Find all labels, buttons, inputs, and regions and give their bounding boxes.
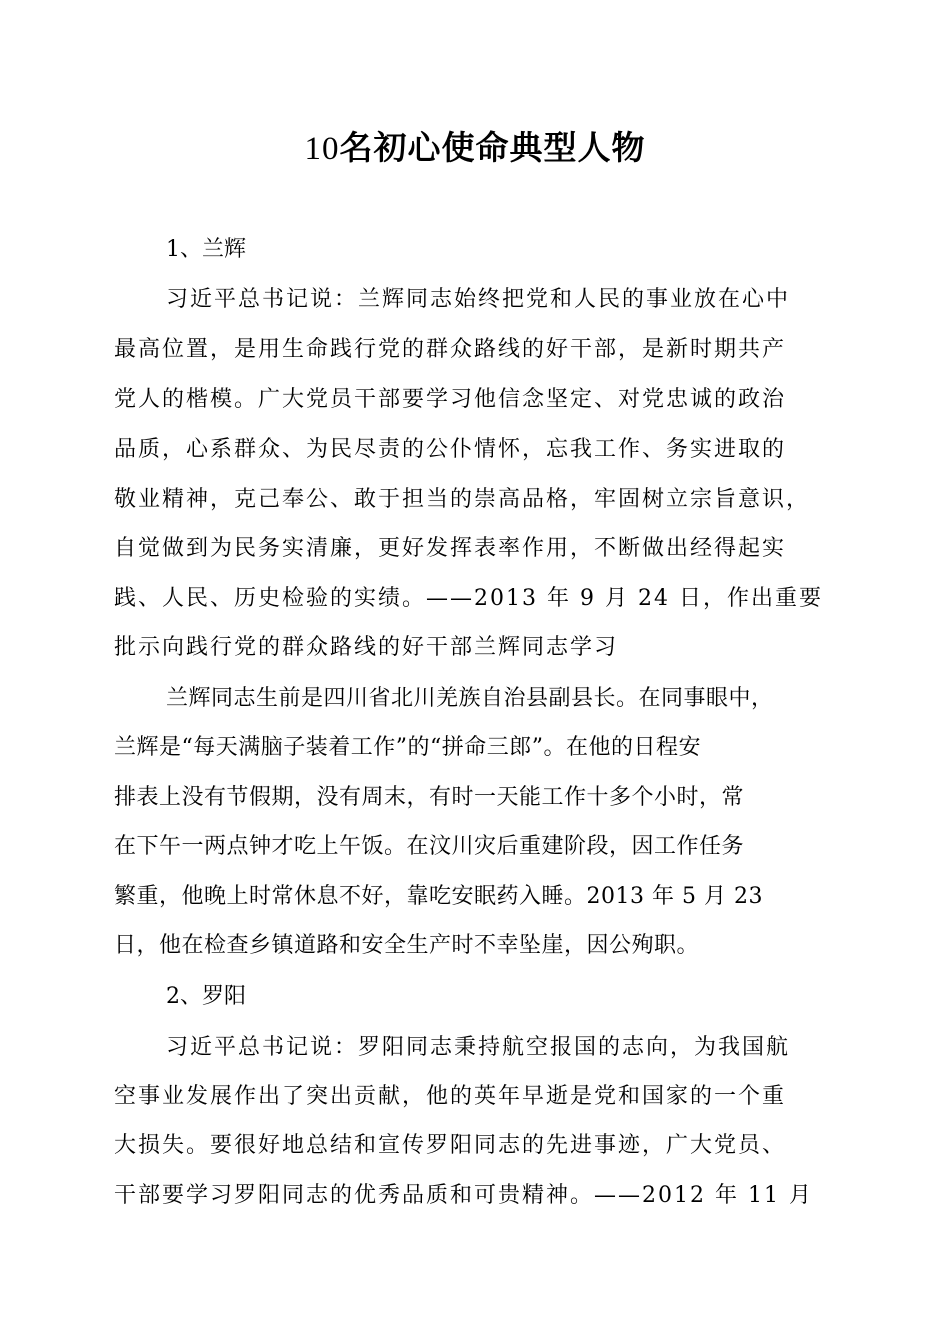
quote-line: 自觉做到为民务实清廉，更好发挥表率作用，不断做出经得起实	[114, 536, 787, 561]
section-heading-2: 2、罗阳	[166, 984, 246, 1009]
quote-line: 大损失。要很好地总结和宣传罗阳同志的先进事迹，广大党员、	[114, 1133, 787, 1158]
bio-line: 排表上没有节假期，没有周末，有时一天能工作十多个小时，常	[114, 785, 745, 810]
title-number: 10	[304, 131, 340, 167]
bio-line: 日，他在检查乡镇道路和安全生产时不幸坠崖，因公殉职。	[114, 933, 700, 958]
bio-line: 繁重，他晚上时常休息不好，靠吃安眠药入睡。2013 年 5 月 23	[114, 884, 763, 909]
title-text: 名初心使命典型人物	[339, 128, 646, 167]
quote-line: 敬业精神，克己奉公、敢于担当的崇高品格，牢固树立宗旨意识，	[114, 487, 811, 512]
quote-line: 最高位置，是用生命践行党的群众路线的好干部，是新时期共产	[114, 337, 787, 362]
quote-line: 干部要学习罗阳同志的优秀品质和可贵精神。——2012 年 11 月	[114, 1183, 813, 1208]
bio-line: 在下午一两点钟才吃上午饭。在汶川灾后重建阶段，因工作任务	[114, 834, 745, 859]
section-heading-1: 1、兰辉	[166, 237, 246, 262]
quote-line: 批示向践行党的群众路线的好干部兰辉同志学习	[114, 635, 619, 660]
document-title	[0, 122, 950, 175]
quote-line: 习近平总书记说：罗阳同志秉持航空报国的志向，为我国航	[166, 1035, 791, 1060]
bio-line: 兰辉同志生前是四川省北川羌族自治县副县长。在同事眼中，	[166, 686, 774, 711]
quote-line: 党人的楷模。广大党员干部要学习他信念坚定、对党忠诚的政治	[114, 387, 787, 412]
quote-line: 习近平总书记说：兰辉同志始终把党和人民的事业放在心中	[166, 287, 791, 312]
quote-line: 践、人民、历史检验的实绩。——2013 年 9 月 24 日，作出重要	[114, 586, 823, 611]
quote-line: 空事业发展作出了突出贡献，他的英年早逝是党和国家的一个重	[114, 1084, 787, 1109]
quote-line: 品质，心系群众、为民尽责的公仆情怀，忘我工作、务实进取的	[114, 437, 787, 462]
bio-line: 兰辉是“每天满脑子装着工作”的“拼命三郎”。在他的日程安	[114, 735, 701, 760]
